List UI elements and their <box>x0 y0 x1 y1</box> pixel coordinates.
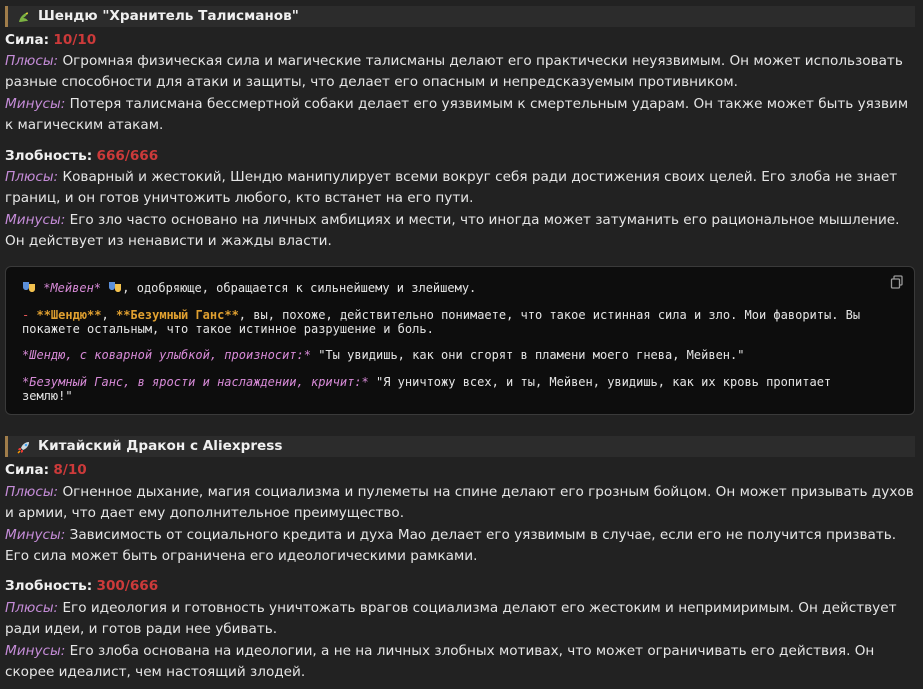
strength-plus <box>5 51 917 93</box>
evil-plus <box>5 598 917 640</box>
plus-text: Огромная физическая сила и магические талисманы делают его практически неуязвимым. Он может использовать разные способности для атаки и защиты, что делает его опасным и непредсказуемым противником. <box>5 53 903 90</box>
code-text: "Я уничтожу всех, и ты, Мейвен, увидишь, как их кровь пропитает землю!" <box>22 375 832 403</box>
minus-label: Минусы: <box>5 96 66 112</box>
code-dash: - <box>22 308 30 322</box>
strength-row <box>5 30 917 51</box>
code-line-3 <box>22 348 884 362</box>
section-header-shendu <box>5 6 915 27</box>
code-line-4 <box>22 375 884 403</box>
strength-plus <box>5 482 917 524</box>
strength-minus <box>5 525 917 567</box>
evil-minus <box>5 641 917 683</box>
code-line-2 <box>22 308 884 336</box>
code-text: , одобряюще, обращается к сильнейшему и злейшему. <box>122 281 477 295</box>
minus-label: Минусы: <box>5 527 66 543</box>
code-block <box>5 266 915 415</box>
plus-text: Его идеология и готовность уничтожать врагов социализма делают его жестоким и непримиримым. Он действует ради идеи, и готов ради нее убивать. <box>5 600 897 637</box>
section-header-dragon <box>5 436 915 457</box>
evil-label: Злобность: <box>5 578 93 594</box>
code-action: *Шендю, с коварной улыбкой, произносит:* <box>22 348 311 362</box>
evil-plus <box>5 167 917 209</box>
evil-value: 666/666 <box>96 148 159 164</box>
code-name: *Мейвен* <box>43 281 102 295</box>
plus-text: Огненное дыхание, магия социализма и пулеметы на спине делают его грозным бойцом. Он может призывать духов и армии, что дает ему дополнительное преимущество. <box>5 484 914 521</box>
code-action: *Безумный Ганс, в ярости и наслаждении, кричит:* <box>22 375 369 389</box>
minus-text: Его зло часто основано на личных амбициях и мести, что иногда может затуманить его рациональное мышление. Он действует из ненависти и жажды власти. <box>5 212 900 249</box>
strength-row <box>5 460 917 481</box>
plus-label: Плюсы: <box>5 600 59 616</box>
strength-value: 8/10 <box>53 462 87 478</box>
section-title: Китайский Дракон с Aliexpress <box>38 438 283 454</box>
copy-icon[interactable] <box>890 275 904 289</box>
section-title: Шендю "Хранитель Талисманов" <box>38 8 299 24</box>
code-bold-name: **Шендю** <box>36 308 102 322</box>
evil-row <box>5 576 917 597</box>
code-line-1 <box>22 280 884 295</box>
code-text: , вы, похоже, действительно понимаете, что такое истинная сила и зло. Мои фавориты. Вы покажете остальным, что такое истинное разрушение и боль. <box>22 308 861 336</box>
evil-label: Злобность: <box>5 148 93 164</box>
rocket-icon <box>16 439 32 455</box>
minus-text: Потеря талисмана бессмертной собаки делает его уязвимым к смертельным ударам. Он также может быть уязвим к магическим атакам. <box>5 96 909 133</box>
strength-label: Сила: <box>5 462 50 478</box>
evil-row <box>5 146 917 167</box>
minus-label: Минусы: <box>5 212 66 228</box>
strength-value: 10/10 <box>53 32 97 48</box>
minus-text: Его злоба основана на идеологии, а не на личных злобных мотивах, что может ограничивать его действия. Он скорее идеалист, чем настоящий злодей. <box>5 643 875 680</box>
dragon-icon <box>16 9 32 25</box>
strength-minus <box>5 94 917 136</box>
code-text: "Ты увидишь, как они сгорят в пламени моего гнева, Мейвен." <box>310 348 745 362</box>
evil-value: 300/666 <box>96 578 159 594</box>
plus-label: Плюсы: <box>5 484 59 500</box>
minus-text: Зависимость от социального кредита и духа Мао делает его уязвимым в случае, если его не получится призвать. Его сила может быть ограничена его идеологическими рамками. <box>5 527 897 564</box>
minus-label: Минусы: <box>5 643 66 659</box>
code-bold-name: **Безумный Ганс** <box>115 308 239 322</box>
strength-label: Сила: <box>5 32 50 48</box>
plus-label: Плюсы: <box>5 169 59 185</box>
plus-label: Плюсы: <box>5 53 59 69</box>
evil-minus <box>5 210 917 252</box>
theater-masks-icon <box>22 280 36 294</box>
code-sep: , <box>101 308 109 322</box>
theater-masks-icon <box>108 280 122 294</box>
plus-text: Коварный и жестокий, Шендю манипулирует всеми вокруг себя ради достижения своих целей. Его злоба не знает границ, и он готов уничтожить любого, кто встанет на его пути. <box>5 169 898 206</box>
